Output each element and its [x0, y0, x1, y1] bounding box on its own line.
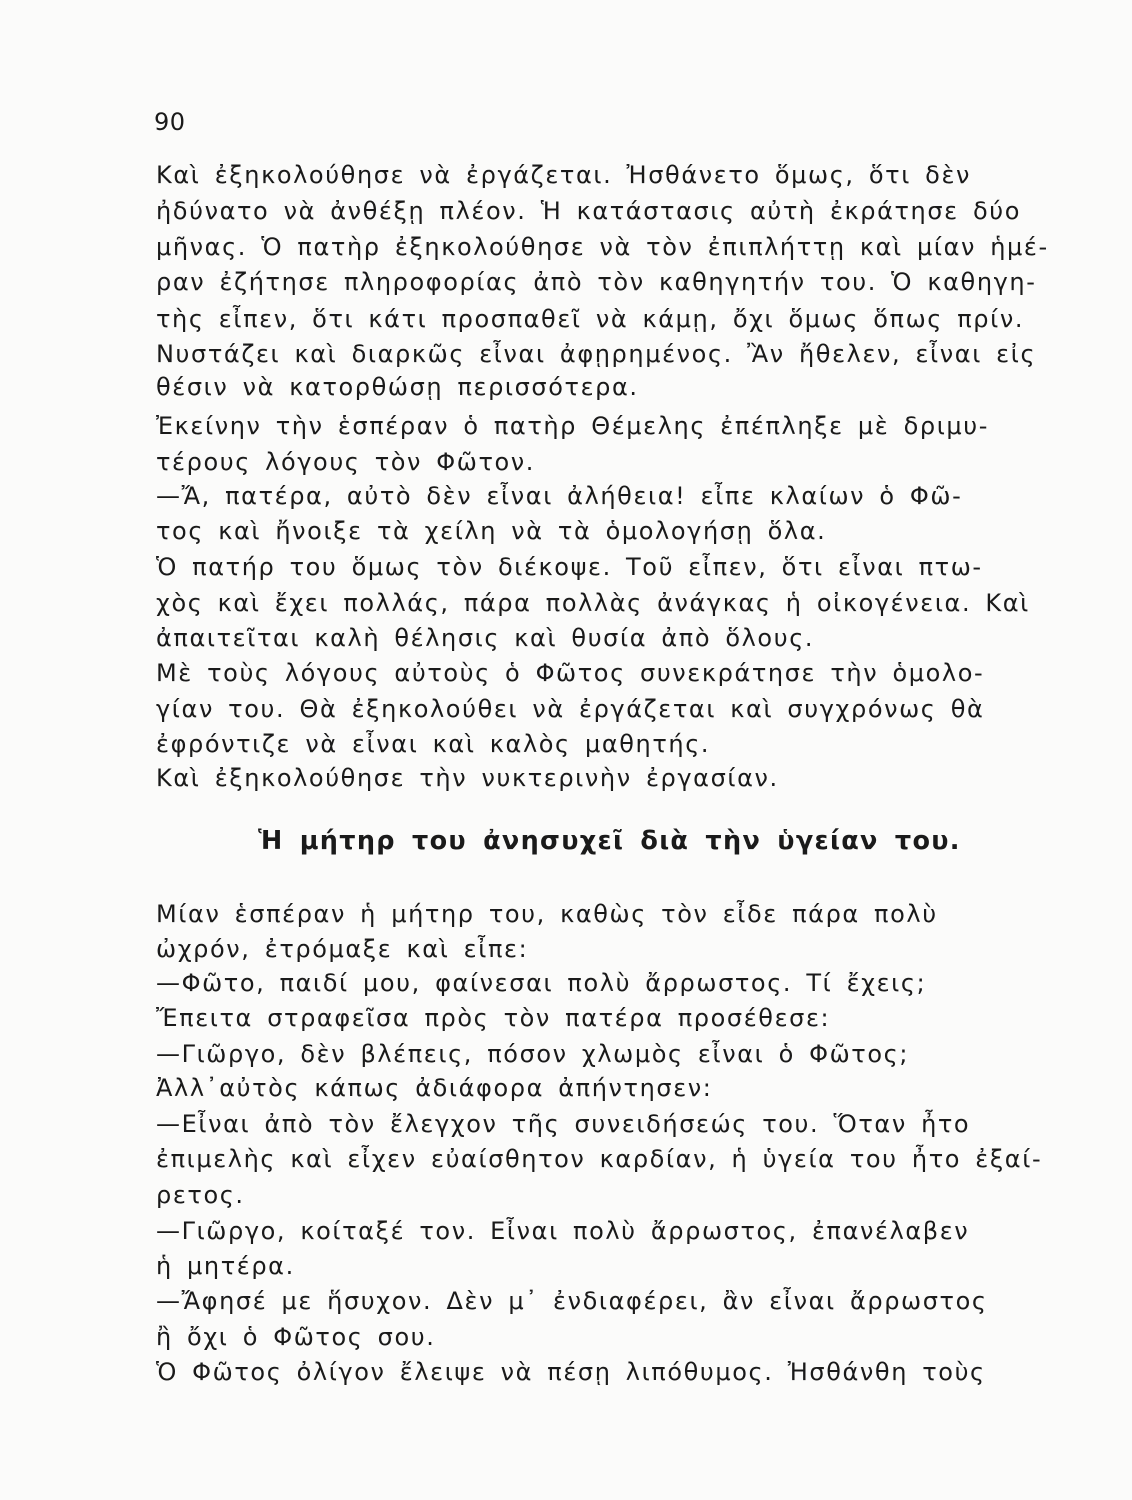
section-heading: Ἡ μήτηρ του ἀνησυχεῖ διὰ τὴν ὑγείαν του.	[258, 826, 961, 856]
text-line: ἡ μητέρα.	[156, 1252, 295, 1280]
text-line: μῆνας. Ὁ πατὴρ ἐξηκολούθησε νὰ τὸν ἐπιπλήττῃ καὶ μίαν ἡμέ-	[156, 233, 1049, 261]
text-line: θέσιν νὰ κατορθώσῃ περισσότερα.	[156, 373, 639, 401]
text-line: Νυστάζει καὶ διαρκῶς εἶναι ἀφῃρημένος. Ἂν ἤθελεν, εἶναι εἰς	[156, 340, 1037, 368]
text-line: —Φῶτο, παιδί μου, φαίνεσαι πολὺ ἄρρωστος. Τί ἔχεις;	[156, 969, 927, 997]
text-line: Ἀλλ᾿αὐτὸς κάπως ἀδιάφορα ἀπήντησεν:	[156, 1074, 713, 1102]
text-line: —Εἶναι ἀπὸ τὸν ἔλεγχον τῆς συνειδήσεώς του. Ὅταν ἦτο	[156, 1110, 971, 1138]
text-line: χὸς καὶ ἔχει πολλάς, πάρα πολλὰς ἀνάγκας ἡ οἰκογένεια. Καὶ	[156, 589, 1030, 617]
text-line: ἠδύνατο νὰ ἀνθέξῃ πλέον. Ἡ κατάστασις αὐτὴ ἐκράτησε δύο	[156, 197, 1022, 225]
text-line: ἐφρόντιζε νὰ εἶναι καὶ καλὸς μαθητής.	[156, 730, 711, 758]
text-line: Ὁ πατήρ του ὅμως τὸν διέκοψε. Τοῦ εἶπεν, ὅτι εἶναι πτω-	[156, 553, 983, 581]
text-line: τος καὶ ἤνοιξε τὰ χείλη νὰ τὰ ὁμολογήσῃ ὅλα.	[156, 517, 827, 545]
text-line: Μὲ τοὺς λόγους αὐτοὺς ὁ Φῶτος συνεκράτησε τὴν ὁμολο-	[156, 659, 985, 687]
text-line: ἐπιμελὴς καὶ εἶχεν εὐαίσθητον καρδίαν, ἡ ὑγεία του ἦτο ἐξαί-	[156, 1145, 1043, 1173]
text-line: τὴς εἶπεν, ὅτι κάτι προσπαθεῖ νὰ κάμῃ, ὄχι ὅμως ὅπως πρίν.	[156, 305, 1025, 333]
text-line: Μίαν ἑσπέραν ἡ μήτηρ του, καθὼς τὸν εἶδε πάρα πολὺ	[156, 900, 938, 928]
page-number: 90	[154, 108, 186, 136]
text-line: ἀπαιτεῖται καλὴ θέλησις καὶ θυσία ἀπὸ ὅλους.	[156, 624, 815, 652]
text-line: τέρους λόγους τὸν Φῶτον.	[156, 448, 536, 476]
text-line: Ἐκείνην τὴν ἑσπέραν ὁ πατὴρ Θέμελης ἐπέπληξε μὲ δριμυ-	[156, 412, 990, 440]
text-line: ραν ἐζήτησε πληροφορίας ἀπὸ τὸν καθηγητήν του. Ὁ καθηγη-	[156, 268, 1037, 296]
text-line: ἢ ὄχι ὁ Φῶτος σου.	[156, 1323, 436, 1351]
text-line: ρετος.	[156, 1181, 245, 1209]
text-line: —Γιῶργο, κοίταξέ τον. Εἶναι πολὺ ἄρρωστος, ἐπανέλαβεν	[156, 1217, 970, 1245]
text-line: ὠχρόν, ἐτρόμαξε καὶ εἶπε:	[156, 935, 529, 963]
text-line: Καὶ ἐξηκολούθησε νὰ ἐργάζεται. Ἠσθάνετο ὅμως, ὅτι δὲν	[156, 161, 972, 189]
text-line: —Γιῶργο, δὲν βλέπεις, πόσον χλωμὸς εἶναι ὁ Φῶτος;	[156, 1040, 910, 1068]
text-line: γίαν του. Θὰ ἐξηκολούθει νὰ ἐργάζεται καὶ συγχρόνως θὰ	[156, 695, 985, 723]
text-line: Ὁ Φῶτος ὀλίγον ἔλειψε νὰ πέσῃ λιπόθυμος. Ἠσθάνθη τοὺς	[156, 1358, 986, 1386]
text-line: Καὶ ἐξηκολούθησε τὴν νυκτερινὴν ἐργασίαν.	[156, 764, 779, 792]
text-line: —Ἄφησέ με ἥσυχον. Δὲν μ᾿ ἐνδιαφέρει, ἂν εἶναι ἄρρωστος	[156, 1287, 988, 1315]
text-line: —Ἄ, πατέρα, αὐτὸ δὲν εἶναι ἀλήθεια! εἶπε κλαίων ὁ Φῶ-	[156, 482, 963, 510]
text-line: Ἔπειτα στραφεῖσα πρὸς τὸν πατέρα προσέθεσε:	[156, 1004, 831, 1032]
